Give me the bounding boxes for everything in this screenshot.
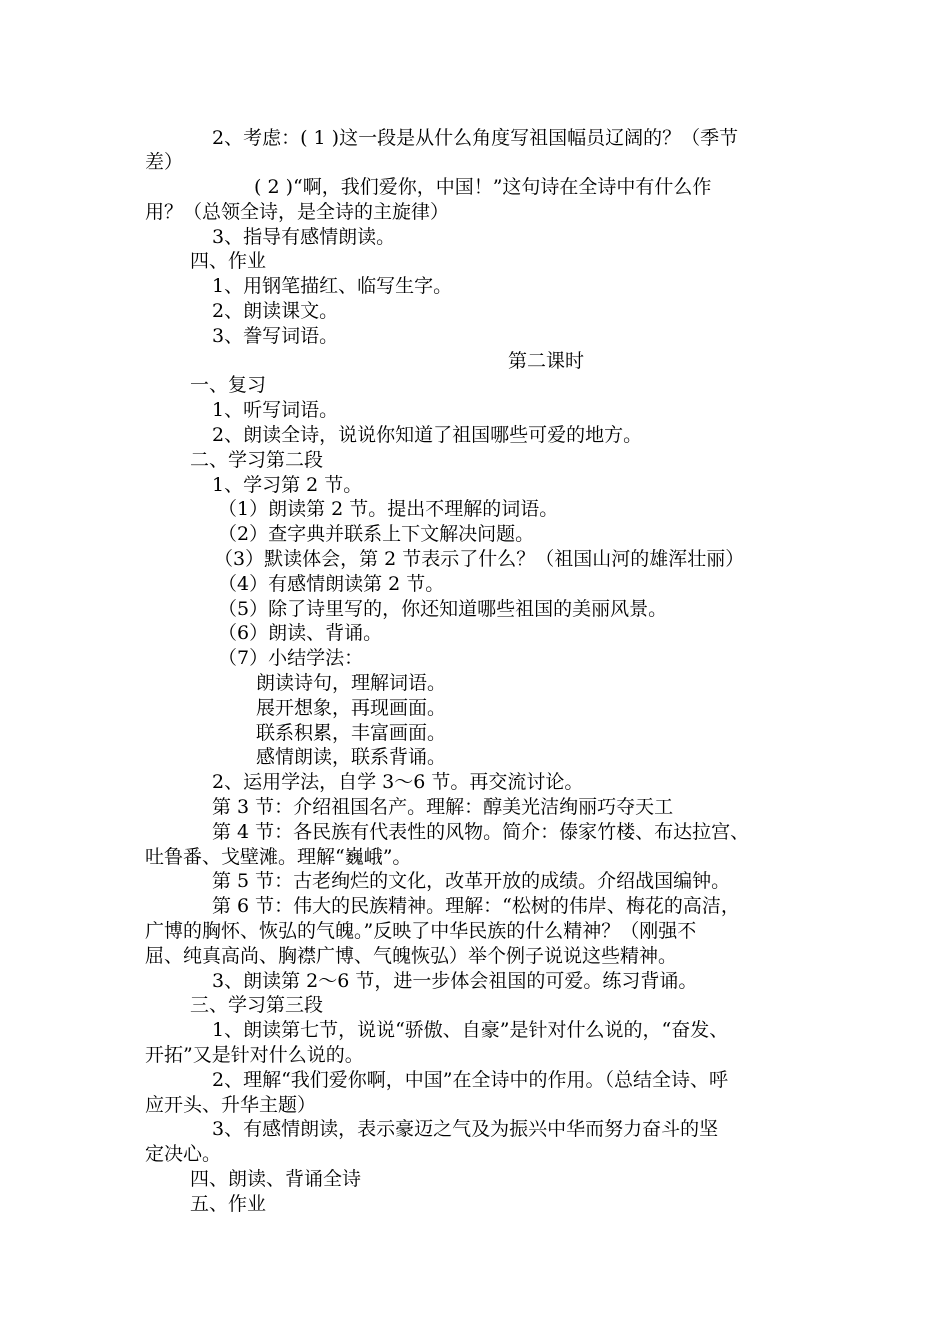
text-line: 联系积累，丰富画面。 — [256, 722, 447, 744]
text-line: 差） — [145, 151, 184, 173]
lesson-title: 第二课时 — [508, 350, 585, 372]
text-line: 2、考虑：( 1 )这一段是从什么角度写祖国幅员辽阔的？（季节 — [212, 127, 739, 149]
text-line: （5）除了诗里写的，你还知道哪些祖国的美丽风景。 — [218, 598, 668, 620]
text-line: 2、运用学法，自学 3～6 节。再交流讨论。 — [212, 771, 584, 793]
text-line: 定决心。 — [145, 1143, 222, 1165]
text-line: （4）有感情朗读第 2 节。 — [218, 573, 445, 595]
section-heading: 三、学习第三段 — [190, 994, 324, 1016]
section-heading: 四、作业 — [190, 250, 267, 272]
text-line: 2、理解“我们爱你啊，中国”在全诗中的作用。（总结全诗、呼 — [212, 1069, 729, 1091]
text-line: （6）朗读、背诵。 — [218, 622, 383, 644]
text-line: （1）朗读第 2 节。提出不理解的词语。 — [218, 498, 559, 520]
text-line: 第 3 节：介绍祖国名产。理解：醇美光洁绚丽巧夺天工 — [212, 796, 674, 818]
text-line: 3、指导有感情朗读。 — [212, 226, 396, 248]
text-line: 用？（总领全诗，是全诗的主旋律） — [145, 201, 450, 223]
section-heading: 四、朗读、背诵全诗 — [190, 1168, 362, 1190]
text-line: 感情朗读，联系背诵。 — [256, 746, 447, 768]
section-heading: 一、复习 — [190, 374, 267, 396]
text-line: 展开想象，再现画面。 — [256, 697, 447, 719]
text-line: 第 6 节：伟大的民族精神。理解：“松树的伟岸、梅花的高洁， — [212, 895, 740, 917]
text-line: 3、誊写词语。 — [212, 325, 339, 347]
text-line: 开拓”又是针对什么说的。 — [145, 1044, 364, 1066]
text-line: 1、学习第 2 节。 — [212, 474, 363, 496]
text-line: （2）查字典并联系上下文解决问题。 — [218, 523, 535, 545]
text-line: 吐鲁番、戈壁滩。理解“巍峨”。 — [145, 846, 412, 868]
text-line: ( 2 )“啊，我们爱你，中国！”这句诗在全诗中有什么作 — [254, 176, 712, 198]
text-line: 朗读诗句，理解词语。 — [256, 672, 447, 694]
text-line: 3、朗读第 2～6 节，进一步体会祖国的可爱。练习背诵。 — [212, 970, 698, 992]
text-line: 1、用钢笔描红、临写生字。 — [212, 275, 453, 297]
text-line: 第 4 节：各民族有代表性的风物。简介：傣家竹楼、布达拉宫、 — [212, 821, 750, 843]
text-line: 2、朗读全诗，说说你知道了祖国哪些可爱的地方。 — [212, 424, 643, 446]
section-heading: 五、作业 — [190, 1193, 267, 1215]
text-line: 3、有感情朗读，表示豪迈之气及为振兴中华而努力奋斗的坚 — [212, 1118, 719, 1140]
text-line: （7）小结学法： — [218, 647, 364, 669]
text-line: 应开头、升华主题） — [145, 1094, 317, 1116]
text-line: 第 5 节：古老绚烂的文化，改革开放的成绩。介绍战国编钟。 — [212, 870, 731, 892]
text-line: 1、朗读第七节，说说“骄傲、自豪”是针对什么说的，“奋发、 — [212, 1019, 729, 1041]
text-line: 2、朗读课文。 — [212, 300, 339, 322]
text-line: 屈、纯真高尚、胸襟广博、气魄恢弘）举个例子说说这些精神。 — [145, 945, 678, 967]
text-line: （3）默读体会，第 2 节表示了什么？（祖国山河的雄浑壮丽） — [214, 548, 745, 570]
text-line: 广博的胸怀、恢弘的气魄。”反映了中华民族的什么精神？（刚强不 — [145, 920, 697, 942]
section-heading: 二、学习第二段 — [190, 449, 324, 471]
text-line: 1、听写词语。 — [212, 399, 339, 421]
